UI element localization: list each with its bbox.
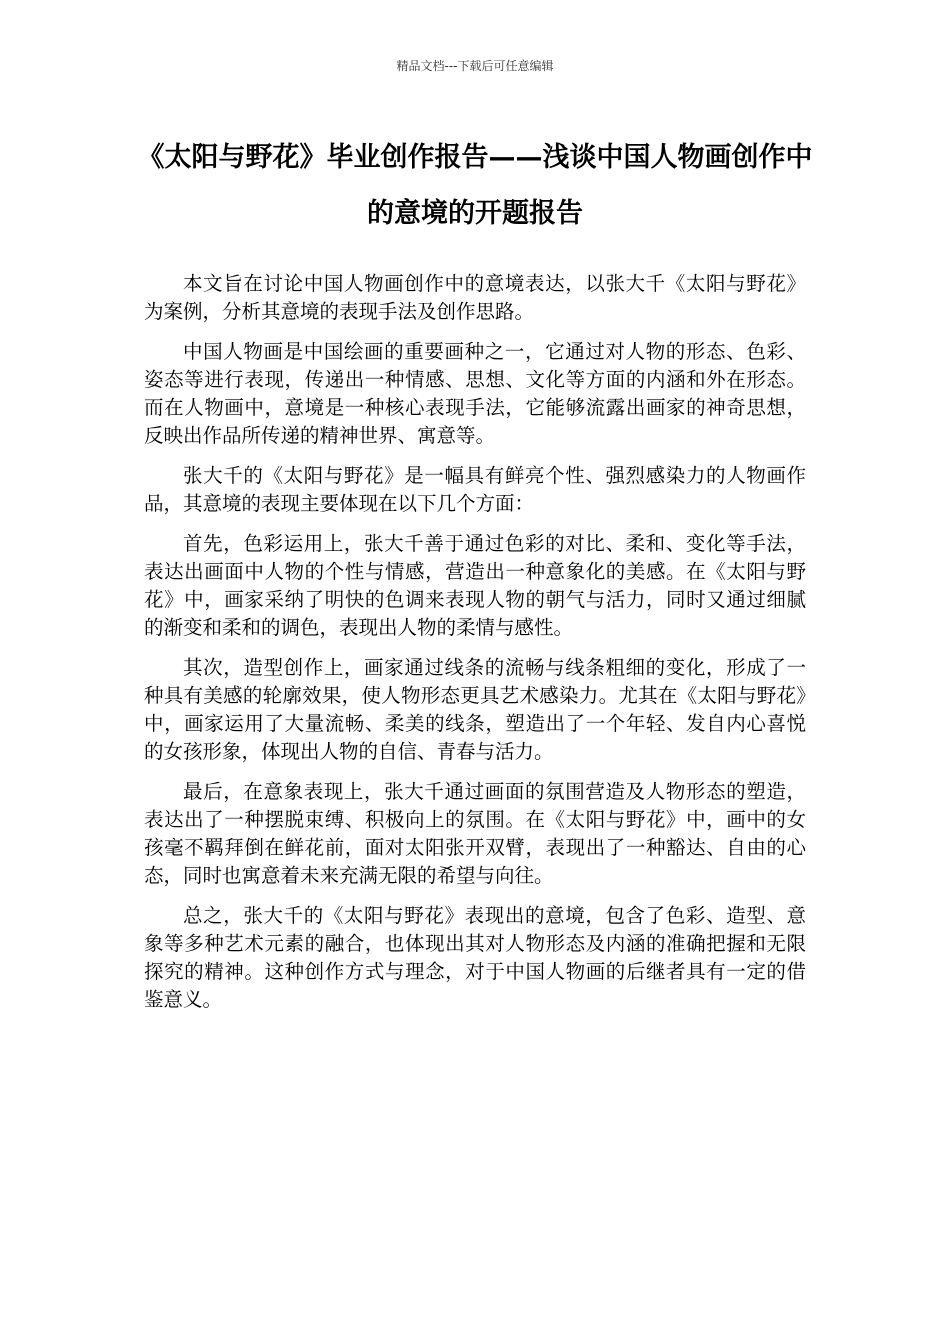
paragraph: 其次，造型创作上，画家通过线条的流畅与线条粗细的变化，形成了一种具有美感的轮廓效果，使人物形态更具艺术感染力。尤其在《太阳与野花》中，画家运用了大量流畅、柔美的线条，塑造出了一个年轻、发自内心喜悦的女孩形象，体现出人物的自信、青春与活力。 [144,656,806,763]
document-title: 《太阳与野花》毕业创作报告——浅谈中国人物画创作中的意境的开题报告 [137,142,813,229]
paragraph: 本文旨在讨论中国人物画创作中的意境表达，以张大千《太阳与野花》为案例，分析其意境的表现手法及创作思路。 [144,272,806,323]
header-note: 精品文档---下载后可任意编辑 [396,59,554,73]
paragraph: 总之，张大千的《太阳与野花》表现出的意境，包含了色彩、造型、意象等多种艺术元素的融合，也体现出其对人物形态及内涵的准确把握和无限探究的精神。这种创作方式与理念，对于中国人物画的后继者具有一定的借鉴意义。 [144,904,806,1011]
paragraph: 首先，色彩运用上，张大千善于通过色彩的对比、柔和、变化等手法，表达出画面中人物的个性与情感，营造出一种意象化的美感。在《太阳与野花》中，画家采纳了明快的色调来表现人物的朝气与活力，同时又通过细腻的渐变和柔和的调色，表现出人物的柔情与感性。 [144,532,806,639]
paragraph: 最后，在意象表现上，张大千通过画面的氛围营造及人物形态的塑造，表达出了一种摆脱束缚、积极向上的氛围。在《太阳与野花》中，画中的女孩毫不羁拜倒在鲜花前，面对太阳张开双臂，表现出了一种豁达、自由的心态，同时也寓意着未来充满无限的希望与向往。 [144,780,806,887]
paragraph: 张大千的《太阳与野花》是一幅具有鲜亮个性、强烈感染力的人物画作品，其意境的表现主要体现在以下几个方面： [144,464,806,515]
paragraph: 中国人物画是中国绘画的重要画种之一，它通过对人物的形态、色彩、姿态等进行表现，传递出一种情感、思想、文化等方面的内涵和外在形态。而在人物画中，意境是一种核心表现手法，它能够流露出画家的神奇思想，反映出作品所传递的精神世界、寓意等。 [144,340,806,447]
document-body [144,270,806,1026]
